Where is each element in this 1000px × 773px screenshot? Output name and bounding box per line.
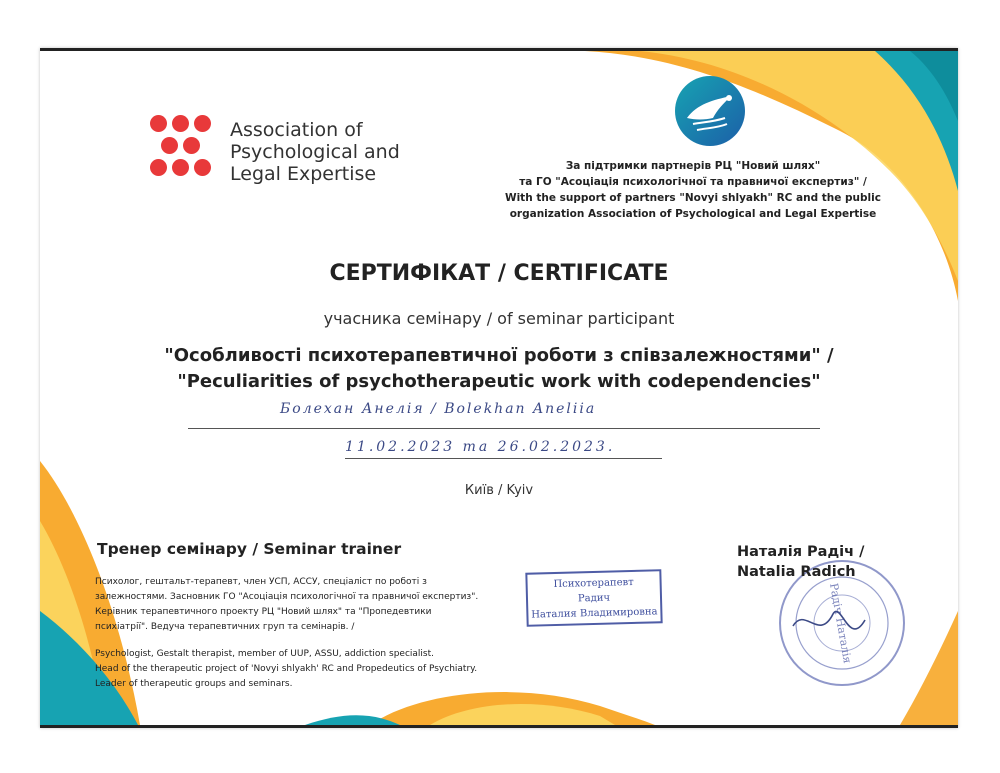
dotted-logo-icon xyxy=(150,115,214,179)
support-line: organization Association of Psychological and Legal Expertise xyxy=(509,208,877,220)
seminar-dates-underline xyxy=(345,458,662,459)
trainer-description-line: Head of the therapeutic project of 'Novyi shlyakh' RC and Propedeutics of Psychiatry. xyxy=(95,664,478,674)
support-line: За підтримки партнерів РЦ "Новий шлях" xyxy=(565,160,821,172)
association-name-line: Psychological and xyxy=(230,141,400,163)
stamp-line: Психотерапевт xyxy=(553,576,634,591)
trainer-name-line: Natalia Radich xyxy=(737,564,856,580)
trainer-description-ua xyxy=(95,575,525,635)
dove-emblem-icon xyxy=(673,74,747,148)
city: Київ / Kyiv xyxy=(464,483,534,498)
trainer-description-line: залежностями. Засновник ГО "Асоціація психологічної та правничої експертиз". xyxy=(95,592,479,602)
trainer-description-line: Leader of therapeutic groups and seminars. xyxy=(95,679,293,689)
support-statement xyxy=(480,158,906,222)
trainer-description-line: психіатрії". Ведуча терапевтичних груп та семінарів. / xyxy=(95,622,355,632)
rectangular-stamp xyxy=(525,569,662,627)
stamp-line: Наталия Владимировна xyxy=(531,606,658,621)
participant-name-underline xyxy=(188,428,820,429)
association-name-line: Legal Expertise xyxy=(230,163,377,185)
trainer-name-line: Наталія Радіч / xyxy=(737,544,865,560)
certificate-subtitle: учасника семінару / of seminar participant xyxy=(323,309,675,328)
seminar-title xyxy=(40,343,958,395)
support-line: та ГО "Асоціація психологічної та правничої експертиз" / xyxy=(519,176,867,188)
trainer-description-line: Керівник терапевтичного проекту РЦ "Новий шлях" та "Пропедевтики xyxy=(95,607,432,617)
round-stamp-text: Радіч Наталія xyxy=(827,582,854,665)
participant-name: Болехан Анелія / Bolekhan Aneliia xyxy=(280,401,597,417)
trainer-description-line: Психолог, гештальт-терапевт, член УСП, АССУ, спеціаліст по роботі з xyxy=(95,577,427,587)
trainer-description-en xyxy=(95,647,525,692)
stamp-line: Радич xyxy=(577,592,611,605)
trainer-description-line: Psychologist, Gestalt therapist, member of UUP, ASSU, addiction specialist. xyxy=(95,649,434,659)
trainer-name xyxy=(737,542,864,582)
seminar-title-line: "Особливості психотерапевтичної роботи з співзалежностями" / xyxy=(164,345,834,366)
seminar-title-line: "Peculiarities of psychotherapeutic work with codependencies" xyxy=(177,371,821,392)
association-name xyxy=(230,119,450,185)
trainer-heading: Тренер семінару / Seminar trainer xyxy=(97,540,402,558)
certificate-paper xyxy=(40,48,958,728)
certificate-title: СЕРТИФІКАТ / CERTIFICATE xyxy=(329,261,669,286)
association-name-line: Association of xyxy=(230,119,363,141)
seminar-dates: 11.02.2023 та 26.02.2023. xyxy=(345,439,616,455)
support-line: With the support of partners "Novyi shlyakh" RC and the public xyxy=(505,192,881,204)
